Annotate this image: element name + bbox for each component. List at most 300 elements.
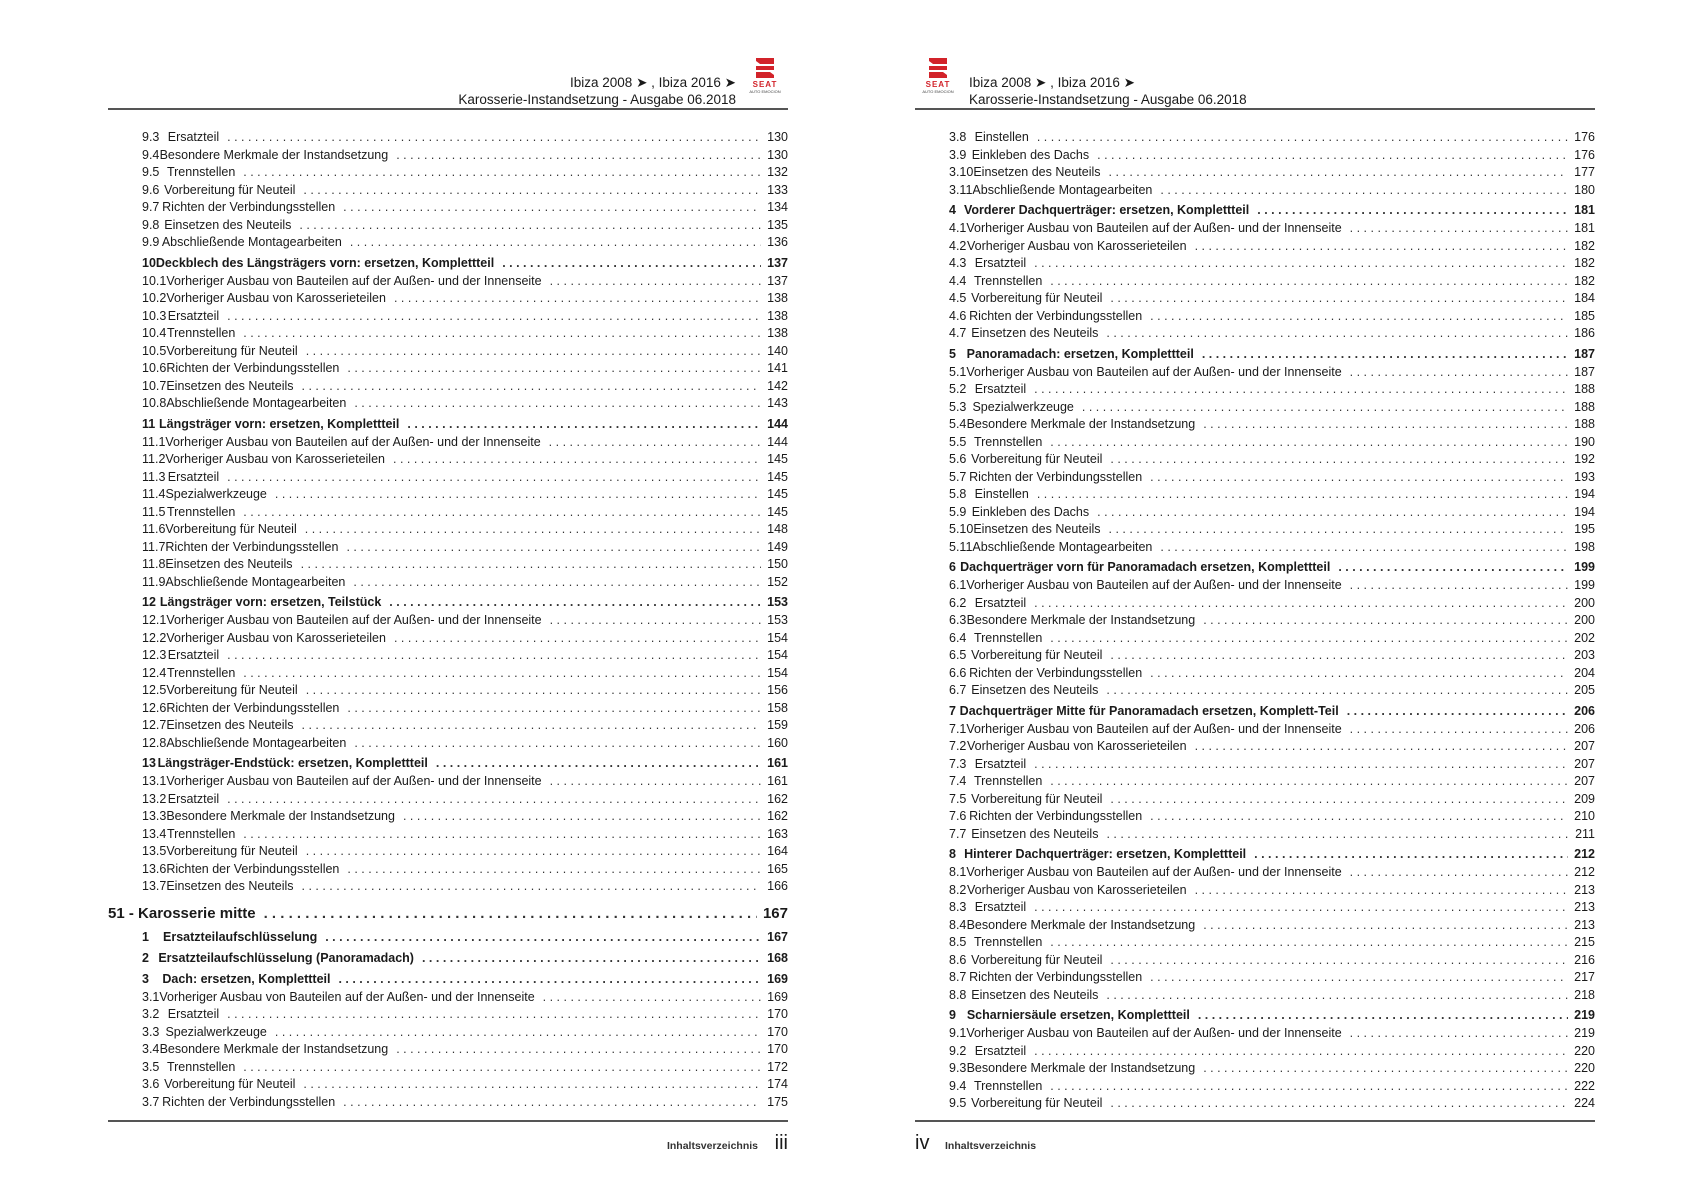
toc-entry[interactable]: [915, 631, 1595, 649]
toc-entry[interactable]: [108, 879, 788, 897]
toc-entry[interactable]: [108, 505, 788, 523]
toc-entry[interactable]: [108, 487, 788, 505]
toc-section[interactable]: [915, 203, 1595, 221]
toc-number: 12: [142, 595, 156, 609]
toc-title: Richten der Verbindungsstellen: [969, 809, 1143, 823]
dot-leader: [1037, 487, 1568, 501]
toc-title: Abschließende Montagearbeiten: [972, 539, 1153, 554]
toc-title: Einsetzen des Neuteils: [971, 826, 1099, 841]
dot-leader: [303, 1077, 761, 1091]
toc-entry[interactable]: [108, 452, 788, 470]
dot-leader: [305, 522, 761, 536]
toc-page: 167: [767, 929, 788, 944]
toc-page: 138: [767, 291, 788, 305]
toc-entry[interactable]: [915, 540, 1595, 558]
toc-number: 13.3: [142, 809, 167, 823]
toc-entry[interactable]: [915, 221, 1595, 239]
toc-title: Richten der Verbindungsstellen: [969, 469, 1143, 484]
toc-entry[interactable]: [915, 470, 1595, 488]
toc-entry[interactable]: [915, 1026, 1595, 1044]
toc-entry[interactable]: [915, 666, 1595, 684]
toc-entry[interactable]: [915, 274, 1595, 292]
toc-number: 9.5: [949, 1096, 967, 1110]
toc-page: 169: [767, 989, 788, 1004]
toc-entry[interactable]: [915, 326, 1595, 344]
toc-number: 9.5: [142, 165, 160, 179]
toc-section[interactable]: [915, 347, 1595, 365]
toc-number: 6.2: [949, 595, 967, 610]
toc-page: 133: [767, 182, 788, 197]
dot-leader: [1097, 505, 1568, 519]
toc-entry[interactable]: [108, 274, 788, 292]
toc-entry[interactable]: [108, 148, 788, 166]
toc-entry[interactable]: [108, 862, 788, 880]
toc-section[interactable]: [915, 847, 1595, 865]
toc-title: Scharniersäule ersetzen, Komplettteil: [966, 1008, 1190, 1022]
dot-leader: [302, 718, 762, 732]
toc-page: 195: [1574, 522, 1595, 536]
toc-page: 219: [1574, 1008, 1595, 1022]
toc-entry[interactable]: [108, 200, 788, 218]
toc-page: 204: [1574, 665, 1595, 680]
toc-entry[interactable]: [108, 1042, 788, 1060]
toc-entry[interactable]: [108, 435, 788, 453]
toc-number: 13.4: [142, 826, 167, 841]
toc-page: 153: [767, 613, 788, 627]
toc-page: 152: [767, 574, 788, 589]
dot-leader: [1034, 596, 1568, 610]
toc-number: 10.1: [142, 273, 167, 288]
toc-entry[interactable]: [108, 291, 788, 309]
toc-entry[interactable]: [915, 165, 1595, 183]
toc-entry[interactable]: [915, 382, 1595, 400]
toc-entry[interactable]: [108, 540, 788, 558]
toc-page: 202: [1574, 630, 1595, 645]
logo-brand: SEAT: [925, 80, 951, 89]
toc-page: 145: [767, 452, 788, 466]
toc-entry[interactable]: [915, 953, 1595, 971]
dot-leader: [1050, 631, 1568, 645]
dot-leader: [396, 1042, 761, 1056]
toc-title: Spezialwerkzeuge: [165, 1024, 267, 1039]
dot-leader: [1195, 883, 1569, 897]
toc-number: 4: [949, 203, 956, 217]
dot-leader: [1203, 1061, 1568, 1075]
toc-entry[interactable]: [108, 701, 788, 719]
toc-entry[interactable]: [915, 309, 1595, 327]
toc-entry[interactable]: [108, 396, 788, 414]
toc-entry[interactable]: [108, 165, 788, 183]
toc-number: 13.1: [142, 774, 167, 788]
toc-page: 165: [767, 861, 788, 876]
dot-leader: [549, 435, 761, 449]
dot-leader: [1110, 792, 1568, 806]
toc-page: 212: [1574, 847, 1595, 861]
toc-section[interactable]: [915, 1008, 1595, 1026]
toc-page: 130: [767, 130, 788, 144]
toc-title: Spezialwerkzeuge: [972, 399, 1074, 414]
toc-title: Besondere Merkmale der Instandsetzung: [966, 417, 1196, 431]
toc-number: 13.5: [142, 844, 167, 858]
toc-title: Einsetzen des Neuteils: [165, 557, 293, 571]
dot-leader: [227, 470, 761, 484]
toc-title: Trennstellen: [166, 1059, 236, 1074]
toc-section[interactable]: [108, 417, 788, 435]
dot-leader: [343, 1095, 761, 1109]
toc-entry[interactable]: [915, 148, 1595, 166]
toc-entry[interactable]: [915, 505, 1595, 523]
toc-section[interactable]: [108, 256, 788, 274]
dot-leader: [275, 1025, 761, 1039]
toc-page: 187: [1574, 346, 1595, 361]
toc-page: 143: [767, 396, 788, 410]
toc-entry[interactable]: [915, 239, 1595, 257]
dot-leader: [1150, 970, 1568, 984]
toc-title: Vorheriger Ausbau von Bauteilen auf der Außen- und der Innenseite: [966, 1026, 1342, 1040]
toc-entry[interactable]: [108, 557, 788, 575]
toc-number: 7.3: [949, 756, 967, 771]
toc-chapter[interactable]: [108, 905, 788, 927]
page-header: [915, 56, 1595, 110]
dot-leader: [1202, 347, 1568, 361]
toc-entry[interactable]: [915, 1079, 1595, 1097]
toc-entry[interactable]: [915, 130, 1595, 148]
toc-number: 11.9: [142, 574, 166, 589]
toc-number: 8.5: [949, 935, 967, 949]
toc-entry[interactable]: [915, 648, 1595, 666]
toc-page: 141: [767, 361, 788, 375]
toc-entry[interactable]: [108, 844, 788, 862]
toc-page: 212: [1574, 865, 1595, 879]
toc-title: Einsetzen des Neuteils: [973, 165, 1101, 179]
toc-entry[interactable]: [108, 736, 788, 754]
toc-title: Abschließende Montagearbeiten: [165, 574, 346, 589]
toc-page: 172: [767, 1059, 788, 1074]
toc-page: 145: [767, 504, 788, 519]
toc-number: 7: [949, 703, 956, 718]
toc-entry[interactable]: [108, 1025, 788, 1043]
toc-page: 144: [767, 416, 788, 431]
toc-number: 5.5: [949, 434, 967, 449]
toc-entry[interactable]: [915, 183, 1595, 201]
toc-entry[interactable]: [915, 487, 1595, 505]
dot-leader: [299, 218, 761, 232]
toc-page: 153: [767, 595, 788, 609]
dot-leader: [1037, 130, 1568, 144]
toc-number: 9.8: [142, 217, 160, 232]
toc-entry[interactable]: [108, 130, 788, 148]
toc-entry[interactable]: [915, 596, 1595, 614]
toc-page: 206: [1574, 721, 1595, 736]
toc-entry[interactable]: [108, 809, 788, 827]
toc-entry[interactable]: [108, 613, 788, 631]
toc-page: 137: [767, 255, 788, 270]
toc-entry[interactable]: [915, 522, 1595, 540]
toc-entry[interactable]: [108, 379, 788, 397]
toc-section[interactable]: [108, 930, 788, 948]
toc-number: 5.1: [949, 364, 967, 379]
toc-page: 213: [1574, 900, 1595, 914]
dot-leader: [389, 595, 761, 609]
dot-leader: [227, 648, 761, 662]
toc-number: 12.7: [142, 718, 167, 732]
toc-number: 5.2: [949, 382, 967, 396]
dot-leader: [1160, 183, 1568, 197]
toc-number: 4.7: [949, 326, 967, 340]
toc-title: Trennstellen: [973, 935, 1043, 949]
toc-entry[interactable]: [108, 361, 788, 379]
toc-page: 180: [1574, 182, 1595, 197]
toc-title: Richten der Verbindungsstellen: [969, 308, 1143, 323]
toc-number: 2: [142, 950, 149, 965]
toc-title: Trennstellen: [973, 273, 1043, 288]
dot-leader: [1106, 827, 1569, 841]
toc-page: 176: [1574, 130, 1595, 144]
toc-section[interactable]: [108, 595, 788, 613]
toc-entry[interactable]: [108, 718, 788, 736]
toc-page: 154: [767, 665, 788, 680]
toc-page: 170: [767, 1042, 788, 1056]
toc-page: 198: [1574, 539, 1595, 554]
toc-title: Einsetzen des Neuteils: [164, 217, 292, 232]
toc-entry[interactable]: [915, 739, 1595, 757]
toc-page: 188: [1574, 417, 1595, 431]
dot-leader: [394, 631, 761, 645]
dot-leader: [1109, 165, 1569, 179]
toc-page: 156: [767, 683, 788, 697]
dot-leader: [343, 200, 761, 214]
toc-number: 10.4: [142, 326, 167, 340]
toc-entry[interactable]: [915, 400, 1595, 418]
logo-sub: AUTO EMOCION: [922, 89, 954, 94]
toc-page: 154: [767, 630, 788, 645]
dot-leader: [1110, 953, 1568, 967]
toc-page: 149: [767, 539, 788, 554]
toc-page: 163: [767, 826, 788, 841]
toc-entry[interactable]: [915, 865, 1595, 883]
toc-number: 9.9: [142, 235, 160, 249]
toc-number: 5.7: [949, 469, 967, 484]
toc-title: Einstellen: [974, 487, 1029, 501]
toc-title: Ersatzteil: [974, 900, 1027, 914]
dot-leader: [243, 505, 761, 519]
toc-title: Vorheriger Ausbau von Karosserieteilen: [967, 238, 1187, 253]
toc-number: 11.6: [142, 522, 166, 536]
dot-leader: [393, 452, 761, 466]
toc-section[interactable]: [108, 756, 788, 774]
toc-number: 12.4: [142, 665, 167, 680]
toc-title: Vorheriger Ausbau von Bauteilen auf der Außen- und der Innenseite: [166, 273, 542, 288]
toc-title: Besondere Merkmale der Instandsetzung: [159, 147, 389, 162]
toc-title: Vorheriger Ausbau von Karosserieteilen: [166, 291, 386, 305]
toc-entry[interactable]: [915, 970, 1595, 988]
toc-title: Ersatzteil: [974, 382, 1027, 396]
toc-entry[interactable]: [108, 1060, 788, 1078]
toc-title: Besondere Merkmale der Instandsetzung: [966, 917, 1196, 932]
toc-entry[interactable]: [108, 1077, 788, 1095]
logo-sub: AUTO EMOCION: [749, 89, 781, 94]
toc-title: Trennstellen: [973, 434, 1043, 449]
toc-entry[interactable]: [108, 470, 788, 488]
toc-title: Einsetzen des Neuteils: [971, 987, 1099, 1002]
toc-entry[interactable]: [108, 1095, 788, 1113]
toc-title: Abschließende Montagearbeiten: [166, 396, 347, 410]
toc-entry[interactable]: [915, 452, 1595, 470]
dot-leader: [1195, 739, 1569, 753]
toc-page: 217: [1574, 970, 1595, 984]
dot-leader: [243, 666, 761, 680]
toc-title: Vorbereitung für Neuteil: [971, 648, 1103, 662]
dot-leader: [550, 274, 762, 288]
toc-page: 144: [767, 434, 788, 449]
toc-number: 9.2: [949, 1043, 967, 1058]
toc-title: Abschließende Montagearbeiten: [972, 182, 1153, 197]
toc-entry[interactable]: [915, 435, 1595, 453]
toc-section[interactable]: [108, 951, 788, 969]
dot-leader: [347, 701, 761, 715]
seat-logo: [915, 56, 961, 100]
toc-number: 11.1: [142, 434, 166, 449]
toc-page: 135: [767, 217, 788, 232]
toc-number: 5.10: [949, 522, 974, 536]
toc-section[interactable]: [915, 560, 1595, 578]
toc-entry[interactable]: [915, 809, 1595, 827]
toc-number: 4.2: [949, 238, 967, 253]
toc-number: 11.5: [142, 504, 166, 519]
toc-entry[interactable]: [108, 575, 788, 593]
toc-page: 190: [1574, 434, 1595, 449]
toc-entry[interactable]: [108, 792, 788, 810]
toc-number: 11.8: [142, 557, 166, 571]
toc-page: 213: [1574, 882, 1595, 897]
toc-entry[interactable]: [915, 256, 1595, 274]
page-footer: [108, 1120, 788, 1162]
toc-entry[interactable]: [915, 935, 1595, 953]
dot-leader: [354, 396, 761, 410]
toc-page: 220: [1574, 1061, 1595, 1075]
toc-entry[interactable]: [915, 757, 1595, 775]
toc-number: 3: [142, 971, 149, 986]
toc-entry[interactable]: [915, 1061, 1595, 1079]
page-header: [108, 56, 788, 110]
toc-title: Vorheriger Ausbau von Bauteilen auf der Außen- und der Innenseite: [166, 774, 542, 788]
toc-entry[interactable]: [915, 900, 1595, 918]
toc-page: 161: [767, 756, 788, 770]
toc-page: 188: [1574, 382, 1595, 396]
toc-entry[interactable]: [108, 235, 788, 253]
toc-entry[interactable]: [915, 417, 1595, 435]
toc-entry[interactable]: [915, 613, 1595, 631]
toc-number: 6.4: [949, 630, 967, 645]
toc-number: 4.4: [949, 273, 967, 288]
toc-title: Spezialwerkzeuge: [165, 487, 267, 501]
toc-title: Ersatzteil: [974, 1043, 1027, 1058]
toc-title: Einsetzen des Neuteils: [166, 718, 294, 732]
toc-entry[interactable]: [915, 722, 1595, 740]
toc-entry[interactable]: [915, 827, 1595, 845]
toc-number: 5.4: [949, 417, 967, 431]
toc-number: 9.1: [949, 1026, 967, 1040]
toc-number: 13.6: [142, 861, 167, 876]
toc-entry[interactable]: [108, 666, 788, 684]
toc-title: Dachquerträger Mitte für Panoramadach ersetzen, Komplett-Teil: [959, 703, 1339, 718]
toc-page: 169: [767, 971, 788, 986]
toc-title: Einsetzen des Neuteils: [971, 326, 1099, 340]
toc-entry[interactable]: [915, 883, 1595, 901]
toc-title: Einsetzen des Neuteils: [166, 378, 294, 393]
toc-entry[interactable]: [915, 918, 1595, 936]
toc-entry[interactable]: [915, 683, 1595, 701]
toc-title: Trennstellen: [166, 504, 236, 519]
toc-title: Vorheriger Ausbau von Bauteilen auf der Außen- und der Innenseite: [966, 865, 1342, 879]
seat-emblem-icon: [915, 56, 961, 80]
toc-page: 138: [767, 308, 788, 323]
toc-entry[interactable]: [915, 988, 1595, 1006]
toc-number: 12.3: [142, 648, 167, 662]
toc-number: 13: [142, 756, 156, 770]
toc-entry[interactable]: [915, 365, 1595, 383]
toc-title: Vorbereitung für Neuteil: [971, 1096, 1103, 1110]
toc-title: Vorbereitung für Neuteil: [164, 182, 296, 197]
toc-page: 210: [1574, 809, 1595, 823]
toc-section[interactable]: [915, 704, 1595, 722]
toc-page: 145: [767, 487, 788, 501]
toc-entry[interactable]: [108, 990, 788, 1008]
toc-number: 7.5: [949, 791, 967, 806]
toc-entry[interactable]: [108, 631, 788, 649]
toc-page: 145: [767, 469, 788, 484]
toc-entry[interactable]: [108, 326, 788, 344]
toc-title: Trennstellen: [166, 165, 236, 179]
dot-leader: [407, 417, 761, 431]
toc-entry[interactable]: [915, 792, 1595, 810]
toc-entry[interactable]: [108, 218, 788, 236]
toc-title: Richten der Verbindungsstellen: [162, 200, 336, 214]
toc-entry[interactable]: [915, 578, 1595, 596]
toc-page: 174: [767, 1077, 788, 1091]
dot-leader: [243, 827, 761, 841]
toc-entry[interactable]: [108, 183, 788, 201]
toc-section[interactable]: [108, 972, 788, 990]
dot-leader: [1350, 365, 1568, 379]
toc-entry[interactable]: [108, 827, 788, 845]
toc-title: Trennstellen: [166, 826, 236, 841]
toc-entry[interactable]: [108, 683, 788, 701]
toc-entry[interactable]: [108, 1007, 788, 1025]
toc-entry[interactable]: [108, 522, 788, 540]
dot-leader: [1203, 613, 1568, 627]
toc-entry[interactable]: [915, 1096, 1595, 1114]
toc-entry[interactable]: [915, 291, 1595, 309]
toc-number: 10.6: [142, 361, 167, 375]
toc-number: 8.8: [949, 987, 967, 1002]
toc-number: 6: [949, 560, 956, 574]
dot-leader: [1106, 988, 1568, 1002]
toc-entry[interactable]: [108, 774, 788, 792]
toc-entry[interactable]: [108, 309, 788, 327]
dot-leader: [1034, 1044, 1568, 1058]
toc-page: 134: [767, 200, 788, 214]
toc-entry[interactable]: [108, 648, 788, 666]
toc-page: 158: [767, 700, 788, 715]
toc-title: Längsträger-Endstück: ersetzen, Komplettteil: [157, 756, 428, 770]
dot-leader: [243, 1060, 761, 1074]
toc-entry[interactable]: [108, 344, 788, 362]
dot-leader: [1257, 203, 1568, 217]
toc-entry[interactable]: [915, 1044, 1595, 1062]
toc-title: Vorbereitung für Neuteil: [166, 343, 298, 358]
toc-entry[interactable]: [915, 774, 1595, 792]
